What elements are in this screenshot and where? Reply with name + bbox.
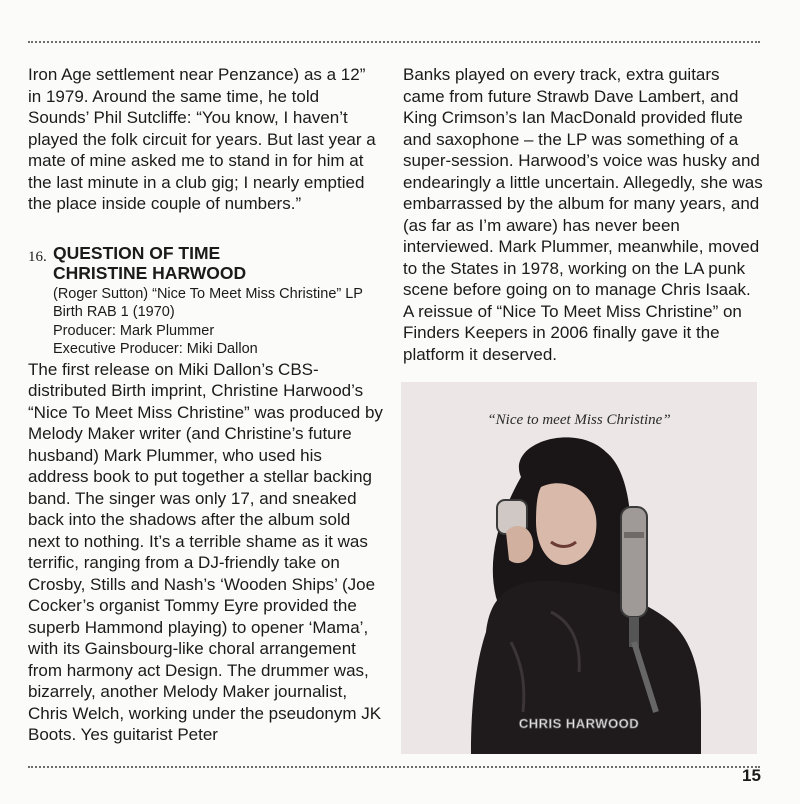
track-entry	[28, 243, 383, 359]
album-cover-artwork	[401, 382, 757, 754]
album-artist: CHRIS HARWOOD	[518, 716, 640, 731]
credit-line: Producer: Mark Plummer	[53, 322, 215, 339]
bottom-dotted-rule	[28, 766, 760, 768]
page-number: 15	[742, 766, 761, 785]
album-title: “Nice to meet Miss Christine”	[487, 412, 671, 428]
entry-credits	[53, 285, 383, 359]
right-paragraph: Banks played on every track, extra guitars came from future Strawb Dave Lambert, and King Crimson’s Ian MacDonald provided flute and saxophone – the LP was something of a super-session. Harwood’s voice was husky and endearingly a little uncertain. Allegedly, she was embarrassed by the album for many years, and (as far as I’m aware) has never been interviewed. Mark Plummer, meanwhile, moved to the States in 1978, working on the LA punk scene before going on to manage Chris Isaak. A reissue of “Nice To Meet Miss Christine” on Finders Keepers in 2006 finally gave it the platform it deserved.	[403, 65, 763, 364]
top-dotted-rule	[28, 41, 760, 43]
intro-paragraph: Iron Age settlement near Penzance) as a 12” in 1979. Around the same time, he told Sounds’ Phil Sutcliffe: “You know, I haven’t played the folk circuit for years. But last year a mate of mine asked me to stand in for him at the last minute in a club gig; I nearly emptied the place inside couple of numbers.”	[28, 65, 376, 213]
right-column	[403, 64, 763, 365]
credit-line: Birth RAB 1 (1970)	[53, 304, 175, 320]
body-paragraph: The first release on Miki Dallon’s CBS-distributed Birth imprint, Christine Harwood’s “Nice To Meet Miss Christine” was produced by Melody Maker writer (and Christine’s future husband) Mark Plummer, who used his address book to put together a stellar backing band. The singer was only 17, and sneaked back into the shadows after the album sold next to nothing. It’s a terrible shame as it was terrific, ranging from a DJ-friendly take on Crosby, Stills and Nash’s ‘Wooden Ships’ (Joe Cocker’s organist Tommy Eyre provided the superb Hammond playing) to opener ‘Mama’, with its Gainsbourg-like choral arrangement from harmony act Design. The drummer was, bizarrely, another Melody Maker journalist, Chris Welch, working under the pseudonym JK Boots. Yes guitarist Peter	[28, 359, 383, 744]
entry-title-artist: CHRISTINE HARWOOD	[53, 262, 247, 283]
entry-title-song: QUESTION OF TIME	[53, 242, 221, 263]
credit-line: (Roger Sutton) “Nice To Meet Miss Christine” LP	[53, 285, 363, 302]
entry-number: 16.	[28, 248, 47, 265]
credit-line: Executive Producer: Miki Dallon	[53, 341, 258, 357]
album-cover	[401, 382, 757, 754]
left-column	[28, 64, 383, 746]
